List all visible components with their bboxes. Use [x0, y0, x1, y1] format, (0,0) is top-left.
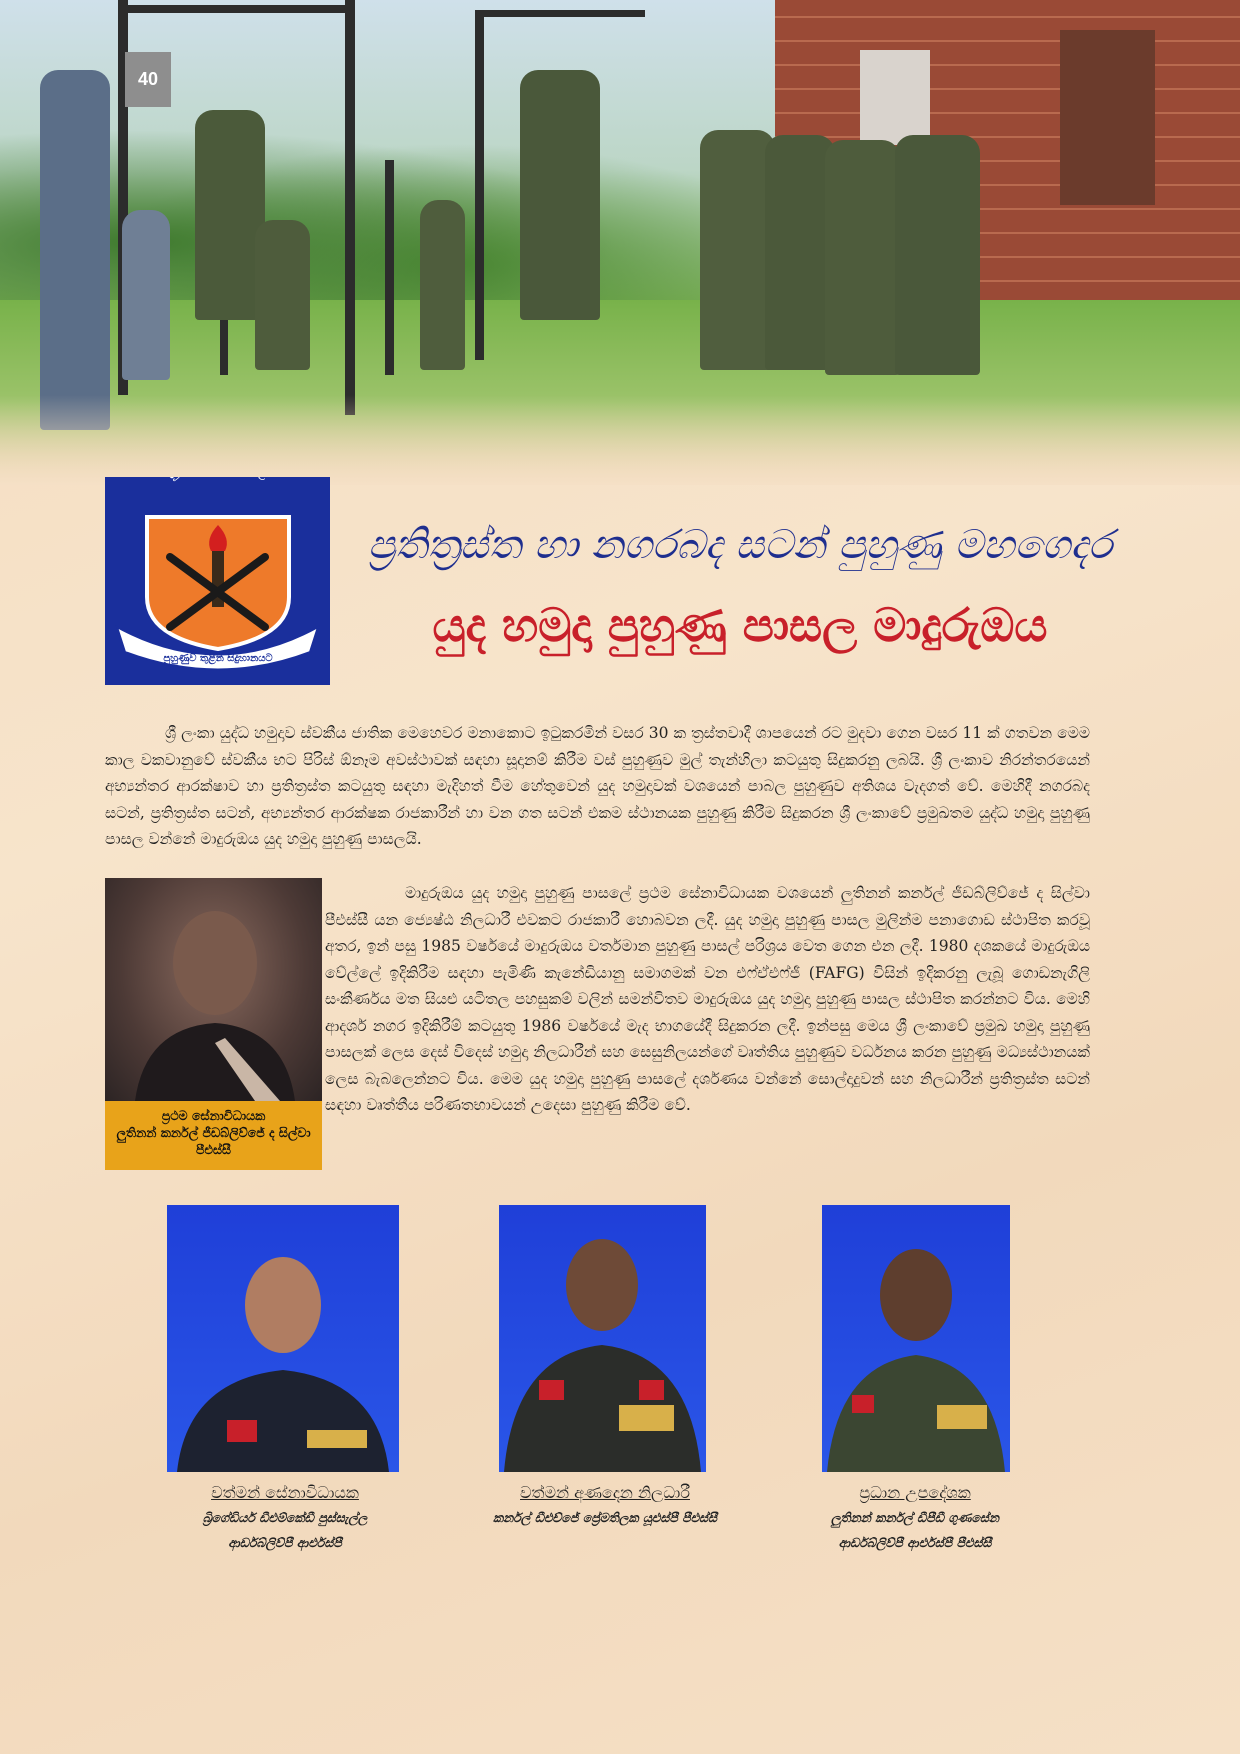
soldier-figure — [255, 220, 310, 370]
crest-banner-text: පුහුණුව තුළින් සිදුහානයට — [163, 653, 273, 664]
founder-portrait — [105, 878, 322, 1101]
officer-portrait — [167, 1205, 399, 1472]
instructor-figure — [122, 210, 170, 380]
officer-name — [140, 1505, 430, 1555]
officer-role: වත්මන් සේනාවිධායක — [211, 1483, 359, 1502]
soldier-figure — [895, 135, 980, 375]
bar-post — [345, 0, 355, 415]
officer-name-line: ලුතිනන් කර්නල් ඩීපීඩී ගුණසේන — [830, 1510, 1000, 1525]
hero-photo — [0, 0, 1240, 485]
page-subtitle: ප්‍රතිත්‍රස්ත හා නගරබද සටන් පුහුණු මහගෙදර — [367, 522, 1113, 568]
soldier-figure — [520, 70, 600, 320]
bar-rail — [475, 10, 645, 17]
officer-portrait — [822, 1205, 1010, 1472]
bar-post — [385, 160, 394, 375]
wall-opening — [1060, 30, 1155, 205]
hero-fade — [0, 395, 1240, 485]
officer-silhouette-icon — [499, 1205, 706, 1472]
officer-portrait — [499, 1205, 706, 1472]
officer-role: ප්‍රධාන උපදේශක — [859, 1483, 971, 1502]
founder-caption-role: ප්‍රථම සේනාවිධායක — [161, 1108, 266, 1123]
crest-emblem-icon — [105, 477, 330, 685]
history-paragraph: මාදුරුඔය යුද හමුදා පුහුණු පාසලේ ප්‍රථම සේනාවිධායක වශයෙන් ලුතිනන් කර්නල් ජීඩබ්ලිව්ජේ ද සිල්වා පීඑස්සී යන ජ්‍යෙෂ්ඨ නිලධාරී එවකට රාජකාරී හොබවන ලදී. යුද හමුදා පුහුණු පාසල මුලින්ම පනාගොඩ ස්ථාපිත කරවූ අතර, ඉන් පසු 1985 වර්ෂයේ මාදුරුඔය වර්තමාන පුහුණු පාසල් පරිශ්‍රය වෙත ගෙන එන ලදී. 1980 දශකයේ මාදුරුඔය වේල්ලේ ඉදිකිරීම සඳහා පැමිණි කැනේඩියානු සමාගමක් වන එෆ්ඒඑෆ්ජී (FAFG) විසින් ඉදිකරනු ලැබූ ගොඩනැගිලි සංකීර්ණය මත සියළු යටිතල පහසුකම් වලින් සමන්විතව මාදුරුඔය යුද හමුදා පුහුණු පාසල ස්ථාපිත කරන්නට විය. මෙහි ආදර්ශ නගර ඉදිකිරීම් කටයුතු 1986 වර්ෂයේ මැද භාගයේදී සිදුකරන ලදී. ඉන්පසු මෙය ශ්‍රී ලංකාවේ ප්‍රමුඛ හමුදා පුහුණු පාසලක් ලෙස දෙස් විදෙස් හමුදා නිලධාරීන් සහ සෙසුනිලයන්ගේ වෘත්තිය පුහුණුව වර්ධනය කරන පුහුණු මධ්‍යස්ථානයක් ලෙස බැබලෙන්නට විය. මෙම යුද හමුදා පුහුණු පාසලේ දර්ශණය වන්නේ සොල්දාදුවන් සහ නිලධාරීන් ප්‍රතිත්‍රස්ත සටන් සඳහා වෘත්තීය පරිණතභාවයන් උදෙසා පුහුණු කිරීම වේ. — [325, 884, 1090, 1114]
instructor-figure — [40, 70, 110, 430]
officer-name-line: කර්නල් ඩීඑච්ජේ ප්‍රේමතිලක යූඑස්පී පීඑස්සී — [492, 1510, 718, 1525]
officer-name-line: බ්‍රිගේඩියර් ඩීඑම්කේඩී පුස්සැල්ල — [202, 1510, 368, 1525]
founder-silhouette-icon — [105, 878, 322, 1101]
wall-window — [860, 50, 930, 145]
founder-caption-name: ලුතිනන් කර්නල් ජීඩබ්ලිව්ජේ ද සිල්වා පීඑස්සී — [116, 1125, 311, 1157]
officer-name-line: ආර්ඩබ්ලිව්පී ආර්එස්පී — [228, 1535, 342, 1550]
intro-paragraph: ශ්‍රී ලංකා යුද්ධ හමුදාව ස්වකීය ජාතික මෙහෙවර මනාකොට ඉටුකරමින් වසර 30 ක ත්‍රස්තවාදී ශාපයෙන් රට මුදවා ගෙන වසර 11 ක් ගතවන මෙම කාල වකවානුවේ ස්වකීය භට පිරිස් ඕනෑම අවස්ථාවක් සඳහා සූදානම් කිරීම වස් පුහුණුව මුල් තැන්හිලා කටයුතු සිදුකරනු ලබයි. ශ්‍රී ලංකාව නිරන්තරයෙන් අභ්‍යන්තර ආරක්ෂාව හා ප්‍රතිත්‍රස්ත කටයුතු සඳහා මැදිහත් වීම හේතුවෙන් යුද හමුදාවක් වශයෙන් පාබල පුහුණුව අතිශය වැදගත් වේ. මෙහිදී නගරබද සටන්, ප්‍රතිත්‍රස්ත සටන්, අභ්‍යන්තර ආරක්ෂක රාජකාරීන් හා වන ගත සටන් එකම ස්ථානයක පුහුණු කිරීම සිදුකරන ශ්‍රී ලංකාවේ ප්‍රමුඛතම යුද්ධ හමුදා පුහුණු පාසල වන්නේ මාදුරුඔය යුද හමුදා පුහුණු පාසලයි. — [105, 724, 1090, 848]
crest-top-text — [165, 477, 271, 483]
bar-rail — [128, 5, 348, 13]
bar-post — [475, 10, 484, 360]
officer-silhouette-icon — [167, 1205, 399, 1472]
officer-name-line: ආර්ඩබ්ලිව්පී ආර්එස්පී පීඑස්සී — [838, 1535, 992, 1550]
officer-name — [455, 1505, 755, 1530]
officer-role: වත්මන් අණදෙන නිලධාරී — [520, 1483, 690, 1502]
officer-name — [770, 1505, 1060, 1555]
soldier-figure — [420, 200, 465, 370]
svg-text:යුද හමුදා පුහුණු පාසල — [165, 477, 271, 483]
soldier-figure — [825, 140, 900, 375]
page-number: 40 — [125, 52, 171, 107]
soldier-figure — [700, 130, 775, 370]
officer-silhouette-icon — [822, 1205, 1010, 1472]
page-title: යුද හමුදා පුහුණු පාසල මාදුරුඔය — [432, 598, 1048, 652]
school-crest — [105, 477, 330, 685]
founder-caption — [105, 1101, 322, 1170]
